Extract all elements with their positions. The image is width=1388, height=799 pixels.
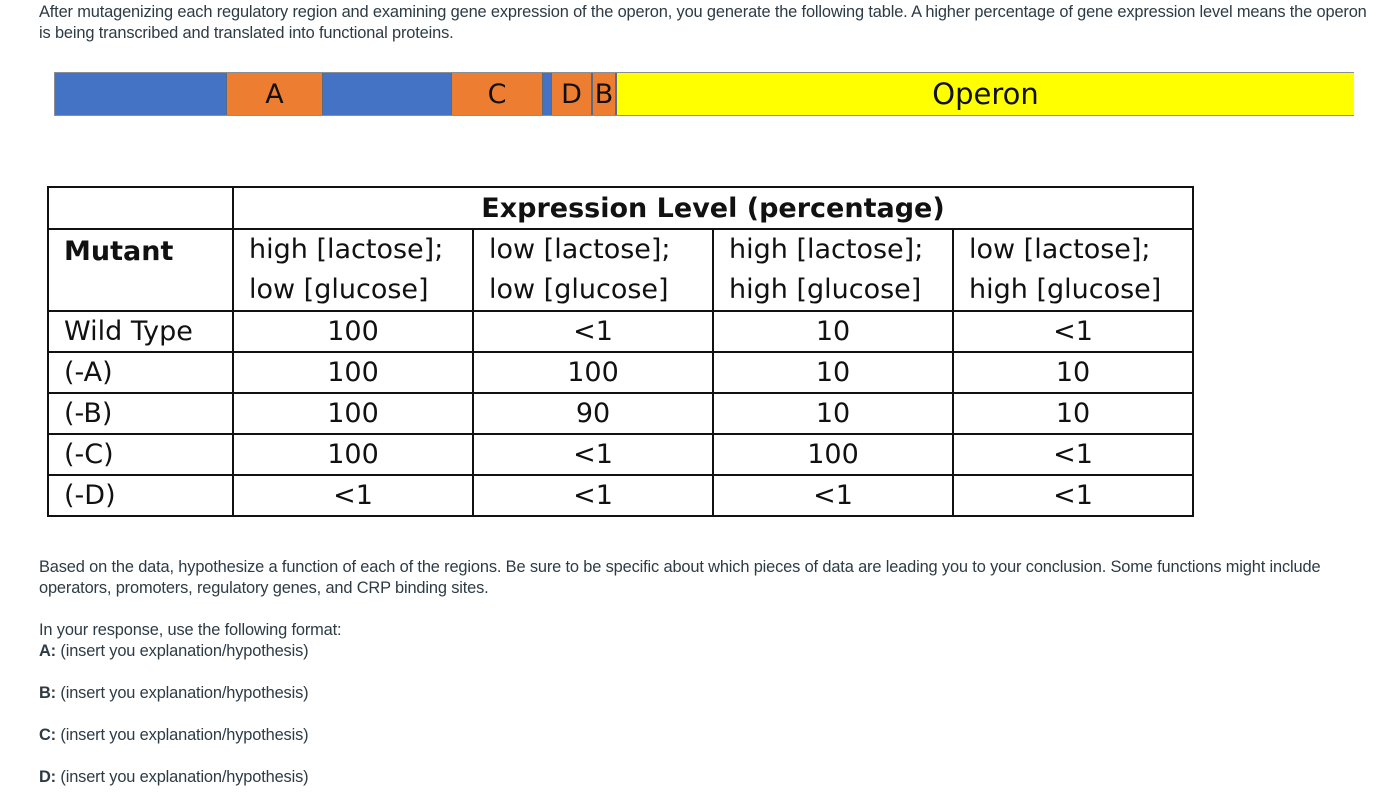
region-d-label: D [561,78,582,110]
table-row [48,311,1193,352]
answer-template-d [39,767,308,788]
answer-text: (insert you explanation/hypothesis) [56,726,309,744]
region-b [592,73,616,115]
region-c-label: C [487,78,507,110]
value-cell: 10 [713,352,953,393]
value-cell: <1 [473,434,713,475]
table-header-row [48,229,1193,311]
answer-template-a [39,641,308,662]
condition-header: low [lactose]; low [glucose] [473,229,713,311]
value-cell: 10 [713,393,953,434]
question-paragraph: Based on the data, hypothesize a function of each of the regions. Be sure to be specific about which pieces of data are leading you to your conclusion. Some functions might include operators, promoters, regulatory genes, and CRP binding sites. [39,558,1321,597]
mutant-label: Wild Type [48,311,233,352]
region-a-label: A [265,78,284,110]
value-cell: <1 [233,475,473,516]
value-cell: 100 [713,434,953,475]
table-row [48,352,1193,393]
answer-template-b [39,683,308,704]
value-cell: <1 [473,475,713,516]
mutant-label: (-B) [48,393,233,434]
mutant-header: Mutant [48,229,233,311]
value-cell: 100 [233,311,473,352]
table-row [48,434,1193,475]
value-cell: <1 [953,475,1193,516]
answer-key: D: [39,768,56,786]
intro-paragraph: After mutagenizing each regulatory region and examining gene expression of the operon, you generate the following table. A higher percentage of gene expression level means the operon is being transcribed and translated into functional proteins. [39,3,1367,42]
mutant-label: (-D) [48,475,233,516]
expression-table [47,186,1194,517]
condition-header: high [lactose]; low [glucose] [233,229,473,311]
operon-region [616,73,1354,115]
value-cell: <1 [713,475,953,516]
table-title: Expression Level (percentage) [233,187,1193,229]
value-cell: <1 [953,311,1193,352]
table-row [48,393,1193,434]
value-cell: 100 [233,434,473,475]
value-cell: <1 [473,311,713,352]
value-cell: 100 [233,393,473,434]
answer-text: (insert you explanation/hypothesis) [56,684,309,702]
operon-diagram [54,72,1354,116]
region-a [226,73,323,115]
value-cell: <1 [953,434,1193,475]
answer-text: (insert you explanation/hypothesis) [56,768,309,786]
region-b-label: B [594,78,614,110]
operon-label: Operon [932,77,1039,111]
region-d [551,73,592,115]
value-cell: 10 [953,352,1193,393]
table-corner-cell [48,187,233,229]
answer-template-c [39,725,308,746]
answer-key: B: [39,684,56,702]
value-cell: 10 [953,393,1193,434]
mutant-label: (-C) [48,434,233,475]
value-cell: 10 [713,311,953,352]
format-instructions: In your response, use the following format: [39,621,342,639]
condition-header: high [lactose]; high [glucose] [713,229,953,311]
mutant-label: (-A) [48,352,233,393]
answer-key: C: [39,726,56,744]
table-row [48,475,1193,516]
value-cell: 100 [473,352,713,393]
value-cell: 100 [233,352,473,393]
condition-header: low [lactose]; high [glucose] [953,229,1193,311]
region-c [451,73,543,115]
answer-key: A: [39,642,56,660]
value-cell: 90 [473,393,713,434]
answer-text: (insert you explanation/hypothesis) [56,642,309,660]
